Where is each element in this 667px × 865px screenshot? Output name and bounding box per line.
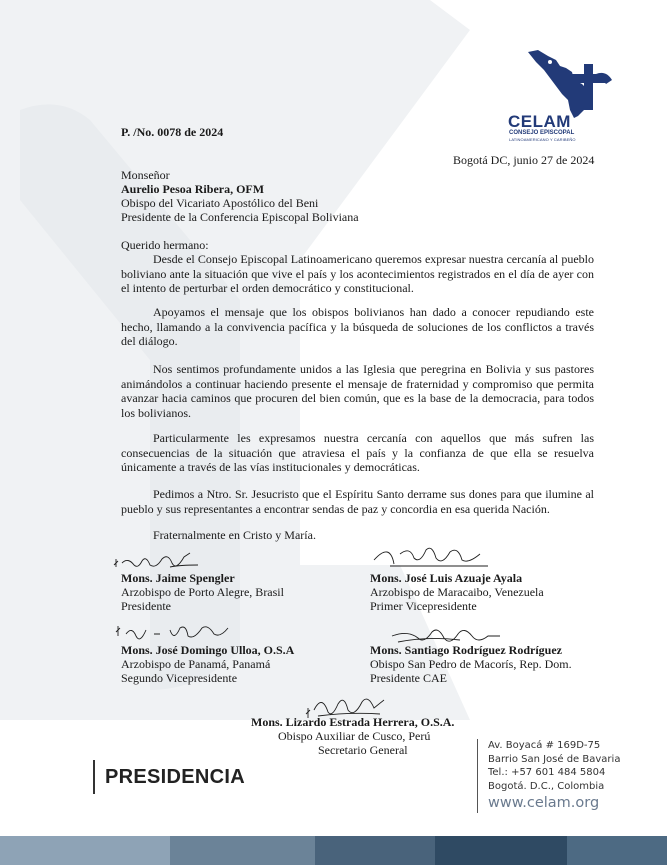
address-line: Av. Boyacá # 169D-75 — [488, 740, 601, 751]
address-line: Bogotá. D.C., Colombia — [488, 780, 605, 792]
recipient-role: Obispo del Vicariato Apostólico del Beni — [121, 196, 319, 210]
logo-subtitle: CONSEJO EPISCOPAL — [509, 130, 575, 136]
recipient-honorific: Monseñor — [121, 168, 170, 182]
color-segment — [170, 836, 315, 865]
color-segment — [315, 836, 435, 865]
reference-number: P. /No. 0078 de 2024 — [121, 125, 224, 139]
signatory-title: Primer Vicepresidente — [370, 599, 477, 613]
signatory-name: Mons. Lizardo Estrada Herrera, O.S.A. — [251, 715, 455, 729]
signatory-title: Arzobispo de Porto Alegre, Brasil — [121, 585, 284, 599]
signatory-title: Obispo San Pedro de Macorís, Rep. Dom. — [370, 657, 572, 671]
body-paragraph: Desde el Consejo Episcopal Latinoamericano queremos expresar nuestra cercanía al pueblo boliviano ante la situación que vive el país y los acontecimientos registrados en el día de ayer con el intento de perturbar el orden democrático y constitucional. — [121, 252, 594, 295]
signatory-title: Segundo Vicepresidente — [121, 671, 238, 685]
latin-america-map-icon — [526, 50, 616, 118]
salutation: Querido hermano: — [121, 238, 209, 252]
signatory-name: Mons. Santiago Rodríguez Rodríguez — [370, 643, 562, 657]
footer-address — [477, 739, 620, 813]
recipient-name: Aurelio Pesoa Ribera, OFM — [121, 182, 265, 196]
signatory-title: Arzobispo de Panamá, Panamá — [121, 657, 271, 671]
signature-image — [370, 540, 490, 570]
signatory-name: Mons. Jaime Spengler — [121, 571, 235, 585]
color-segment — [567, 836, 667, 865]
footer-color-bar — [0, 836, 667, 865]
address-line: Tel.: +57 601 484 5804 — [488, 767, 606, 778]
signatory-title: Arzobispo de Maracaibo, Venezuela — [370, 585, 544, 599]
signatory-title: Obispo Auxiliar de Cusco, Perú — [278, 729, 431, 743]
closing: Fraternalmente en Cristo y María. — [153, 528, 316, 542]
signatory-title: Presidente — [121, 599, 171, 613]
signatory-name: Mons. José Luis Azuaje Ayala — [370, 571, 523, 585]
footer-title: PRESIDENCIA — [93, 760, 245, 794]
body-paragraph: Apoyamos el mensaje que los obispos bolivianos han dado a conocer repudiando este hecho, llamando a la convivencia pacífica y la búsqueda de soluciones de los conflictos a través del diálogo. — [121, 305, 594, 348]
body-paragraph: Pedimos a Ntro. Sr. Jesucristo que el Espíritu Santo derrame sus dones para que ilumine al pueblo y sus representantes a encontrar sendas de paz y concordia en esa querida Nación. — [121, 487, 594, 516]
recipient-role: Presidente de la Conferencia Episcopal Boliviana — [121, 210, 359, 224]
body-paragraph: Nos sentimos profundamente unidos a las Iglesia que peregrina en Bolivia y sus pastores animándolos a continuar haciendo presente el mensaje de fraternidad y compromiso que permita avanzar hacia caminos que procuren del bien común, que es la base de la democracia, para todos los bolivianos. — [121, 362, 594, 420]
logo-name: CELAM — [508, 112, 571, 131]
body-paragraph: Particularmente les expresamos nuestra cercanía con aquellos que más sufren las consecuencias de la situación que atraviesa el país y la confianza de que ella se resuelva únicamente a través de las vías institucionales y democráticas. — [121, 431, 594, 474]
signatory-name: Mons. José Domingo Ulloa, O.S.A — [121, 643, 295, 657]
color-segment — [435, 836, 567, 865]
website-link[interactable]: www.celam.org — [488, 795, 600, 811]
logo-subtitle-2: LATINOAMERICANO Y CARIBEÑO — [509, 137, 576, 142]
celam-logo — [508, 50, 618, 150]
signatory-title: Presidente CAE — [370, 671, 447, 685]
signatory-title: Secretario General — [318, 743, 408, 757]
color-segment — [0, 836, 170, 865]
place-date: Bogotá DC, junio 27 de 2024 — [453, 153, 595, 167]
address-line: Barrio San José de Bavaria — [488, 753, 621, 765]
